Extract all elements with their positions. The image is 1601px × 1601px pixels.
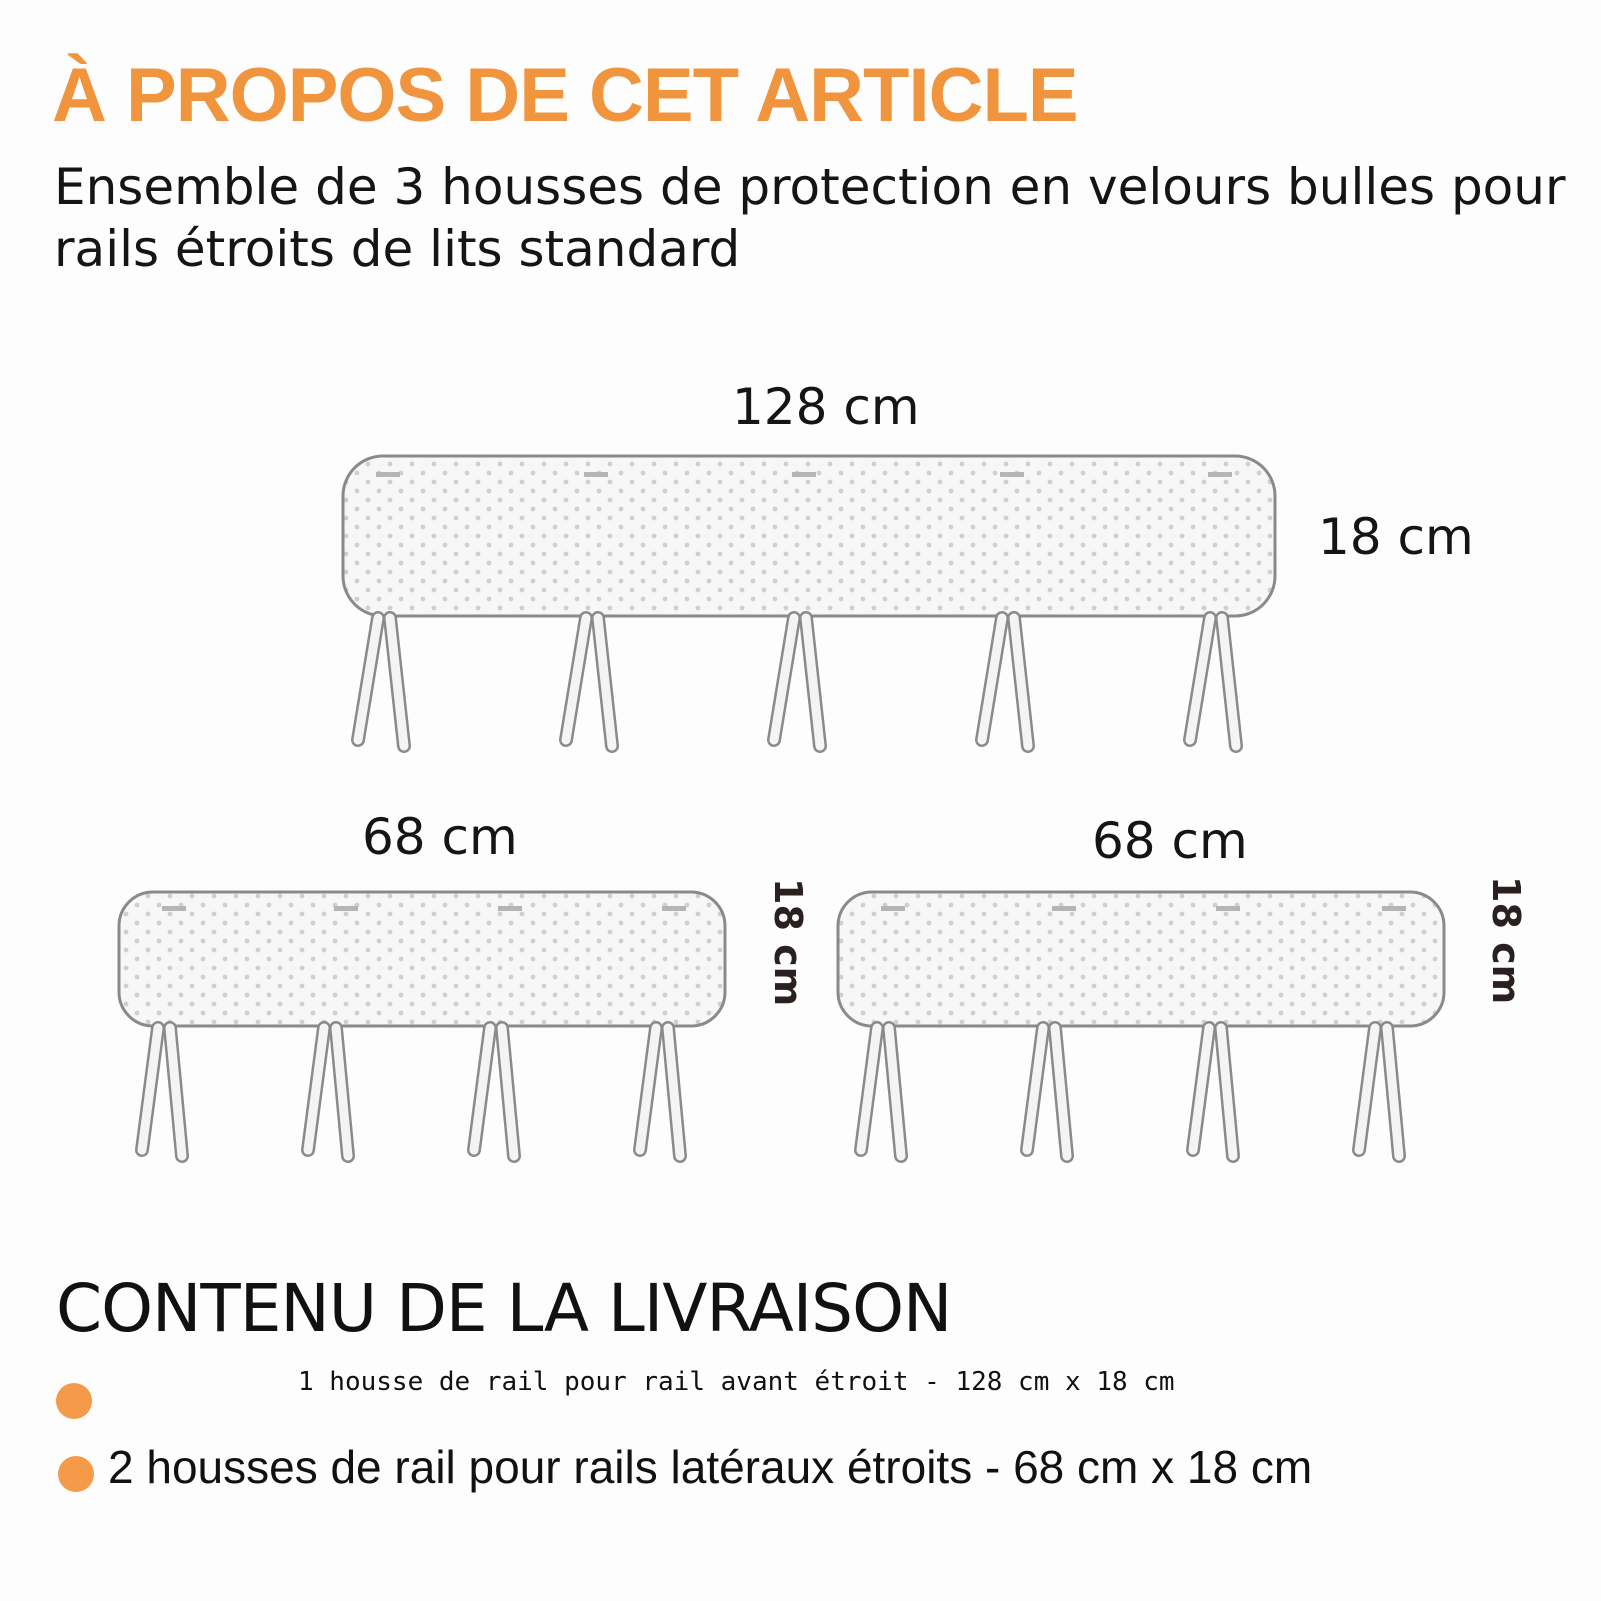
tie-strap — [1055, 1028, 1067, 1156]
left-rail-length-label: 68 cm — [362, 808, 518, 866]
tie-tab — [584, 472, 608, 477]
tie-strap — [598, 618, 612, 746]
left-rail-height-label: 18 cm — [766, 878, 810, 1007]
tie-strap — [308, 1028, 324, 1150]
product-description: Ensemble de 3 housses de protection en velours bulles pour rails étroits de lits standard — [54, 158, 1566, 278]
tie-tab — [881, 906, 905, 911]
front-rail-cover — [343, 456, 1275, 746]
bullet-icon — [58, 1456, 94, 1492]
tie-strap — [566, 618, 586, 740]
tie-tab — [662, 906, 686, 911]
tie-strap — [142, 1028, 158, 1150]
tie-strap — [1222, 618, 1236, 746]
front-rail-height-label: 18 cm — [1318, 508, 1474, 566]
tie-strap — [861, 1028, 877, 1150]
tie-strap — [1387, 1028, 1399, 1156]
tie-strap — [889, 1028, 901, 1156]
tie-strap — [502, 1028, 514, 1156]
tie-strap — [1193, 1028, 1209, 1150]
tie-tab — [162, 906, 186, 911]
tie-strap — [1359, 1028, 1375, 1150]
tie-strap — [806, 618, 820, 746]
tie-strap — [668, 1028, 680, 1156]
tie-strap — [1027, 1028, 1043, 1150]
tie-strap — [358, 618, 378, 740]
tie-strap — [170, 1028, 182, 1156]
right-rail-height-label: 18 cm — [1484, 876, 1528, 1005]
tie-strap — [390, 618, 404, 746]
delivery-heading: CONTENU DE LA LIVRAISON — [56, 1270, 952, 1347]
bullet-icon — [56, 1383, 92, 1419]
page-title: À PROPOS DE CET ARTICLE — [52, 53, 1078, 138]
tie-tab — [1216, 906, 1240, 911]
tie-tab — [498, 906, 522, 911]
left-side-rail-cover — [119, 892, 725, 1156]
tie-tab — [1052, 906, 1076, 911]
tie-strap — [640, 1028, 656, 1150]
tie-strap — [336, 1028, 348, 1156]
tie-tab — [792, 472, 816, 477]
tie-strap — [1014, 618, 1028, 746]
delivery-item-front-rail: 1 housse de rail pour rail avant étroit - 128 cm x 18 cm — [298, 1367, 1175, 1397]
front-rail-length-label: 128 cm — [732, 378, 920, 436]
tie-strap — [474, 1028, 490, 1150]
right-rail-length-label: 68 cm — [1092, 812, 1248, 870]
tie-tab — [376, 472, 400, 477]
tie-tab — [1208, 472, 1232, 477]
tie-tab — [334, 906, 358, 911]
tie-tab — [1000, 472, 1024, 477]
tie-tab — [1382, 906, 1406, 911]
tie-strap — [1221, 1028, 1233, 1156]
tie-strap — [774, 618, 794, 740]
right-side-rail-cover — [838, 892, 1444, 1156]
delivery-item-side-rails: 2 housses de rail pour rails latéraux étroits - 68 cm x 18 cm — [108, 1441, 1313, 1493]
tie-strap — [1190, 618, 1210, 740]
tie-strap — [982, 618, 1002, 740]
